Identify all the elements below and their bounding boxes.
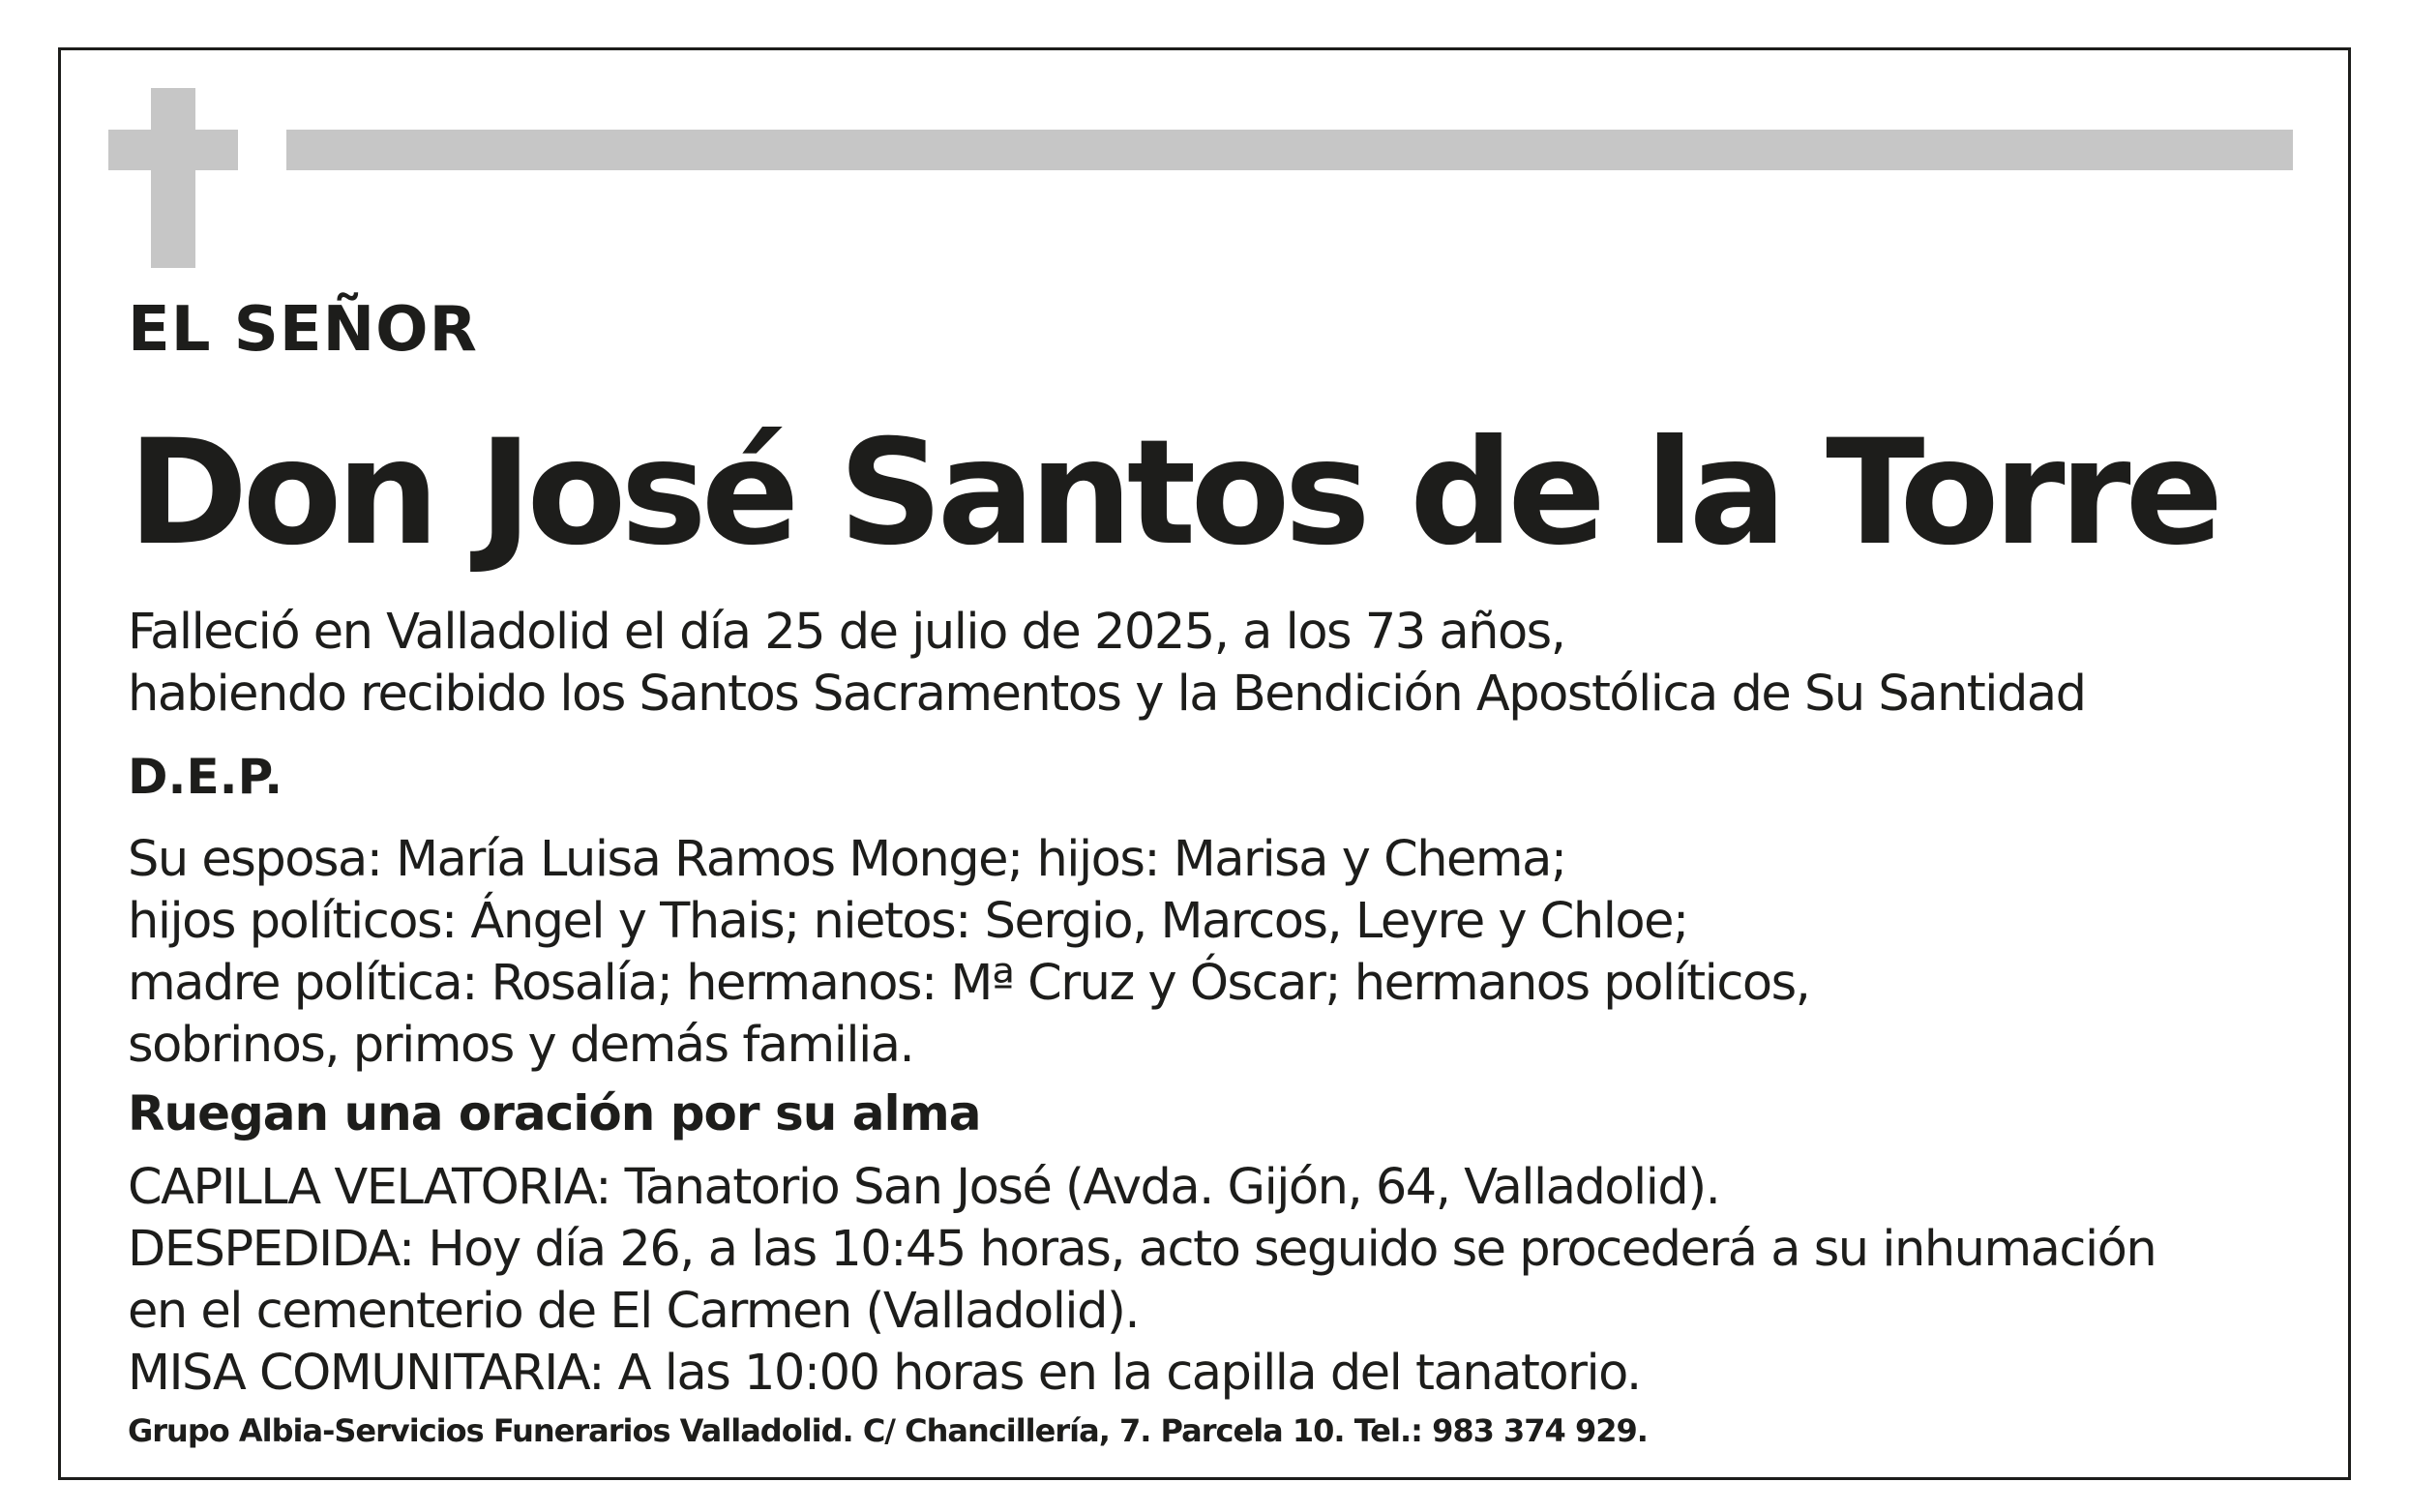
rip-label: D.E.P. xyxy=(128,749,283,805)
family-line: hijos políticos: Ángel y Thais; nietos: Sergio, Marcos, Leyre y Chloe; xyxy=(128,893,1688,950)
prayer-request: Ruegan una oración por su alma xyxy=(128,1085,981,1141)
service-line: CAPILLA VELATORIA: Tanatorio San José (Avda. Gijón, 64, Valladolid). xyxy=(128,1159,1720,1216)
service-line: DESPEDIDA: Hoy día 26, a las 10:45 horas, acto seguido se procederá a su inhumación xyxy=(128,1221,2156,1278)
service-line: MISA COMUNITARIA: A las 10:00 horas en la capilla del tanatorio. xyxy=(128,1345,1641,1402)
family-list xyxy=(128,829,1809,1077)
notice-heading: EL SEÑOR xyxy=(128,294,478,366)
header-rule xyxy=(286,130,2293,170)
death-announcement xyxy=(128,602,2085,726)
deceased-name: Don José Santos de la Torre xyxy=(128,409,2218,578)
family-line: sobrinos, primos y demás familia. xyxy=(128,1017,914,1074)
service-info xyxy=(128,1157,2156,1405)
family-line: Su esposa: María Luisa Ramos Monge; hijos: Marisa y Chema; xyxy=(128,831,1566,888)
death-line: Falleció en Valladolid el día 25 de julio de 2025, a los 73 años, xyxy=(128,604,1565,661)
funeral-home-footer: Grupo Albia-Servicios Funerarios Valladolid. C/ Chancillería, 7. Parcela 10. Tel.: 983 374 929. xyxy=(128,1412,1648,1449)
family-line: madre política: Rosalía; hermanos: Mª Cruz y Óscar; hermanos políticos, xyxy=(128,955,1810,1012)
service-line: en el cementerio de El Carmen (Valladolid). xyxy=(128,1283,1140,1340)
cross-icon-horizontal xyxy=(108,130,238,170)
death-line: habiendo recibido los Santos Sacramentos y la Bendición Apostólica de Su Santidad xyxy=(128,666,2086,723)
cross-icon-vertical xyxy=(151,88,195,268)
